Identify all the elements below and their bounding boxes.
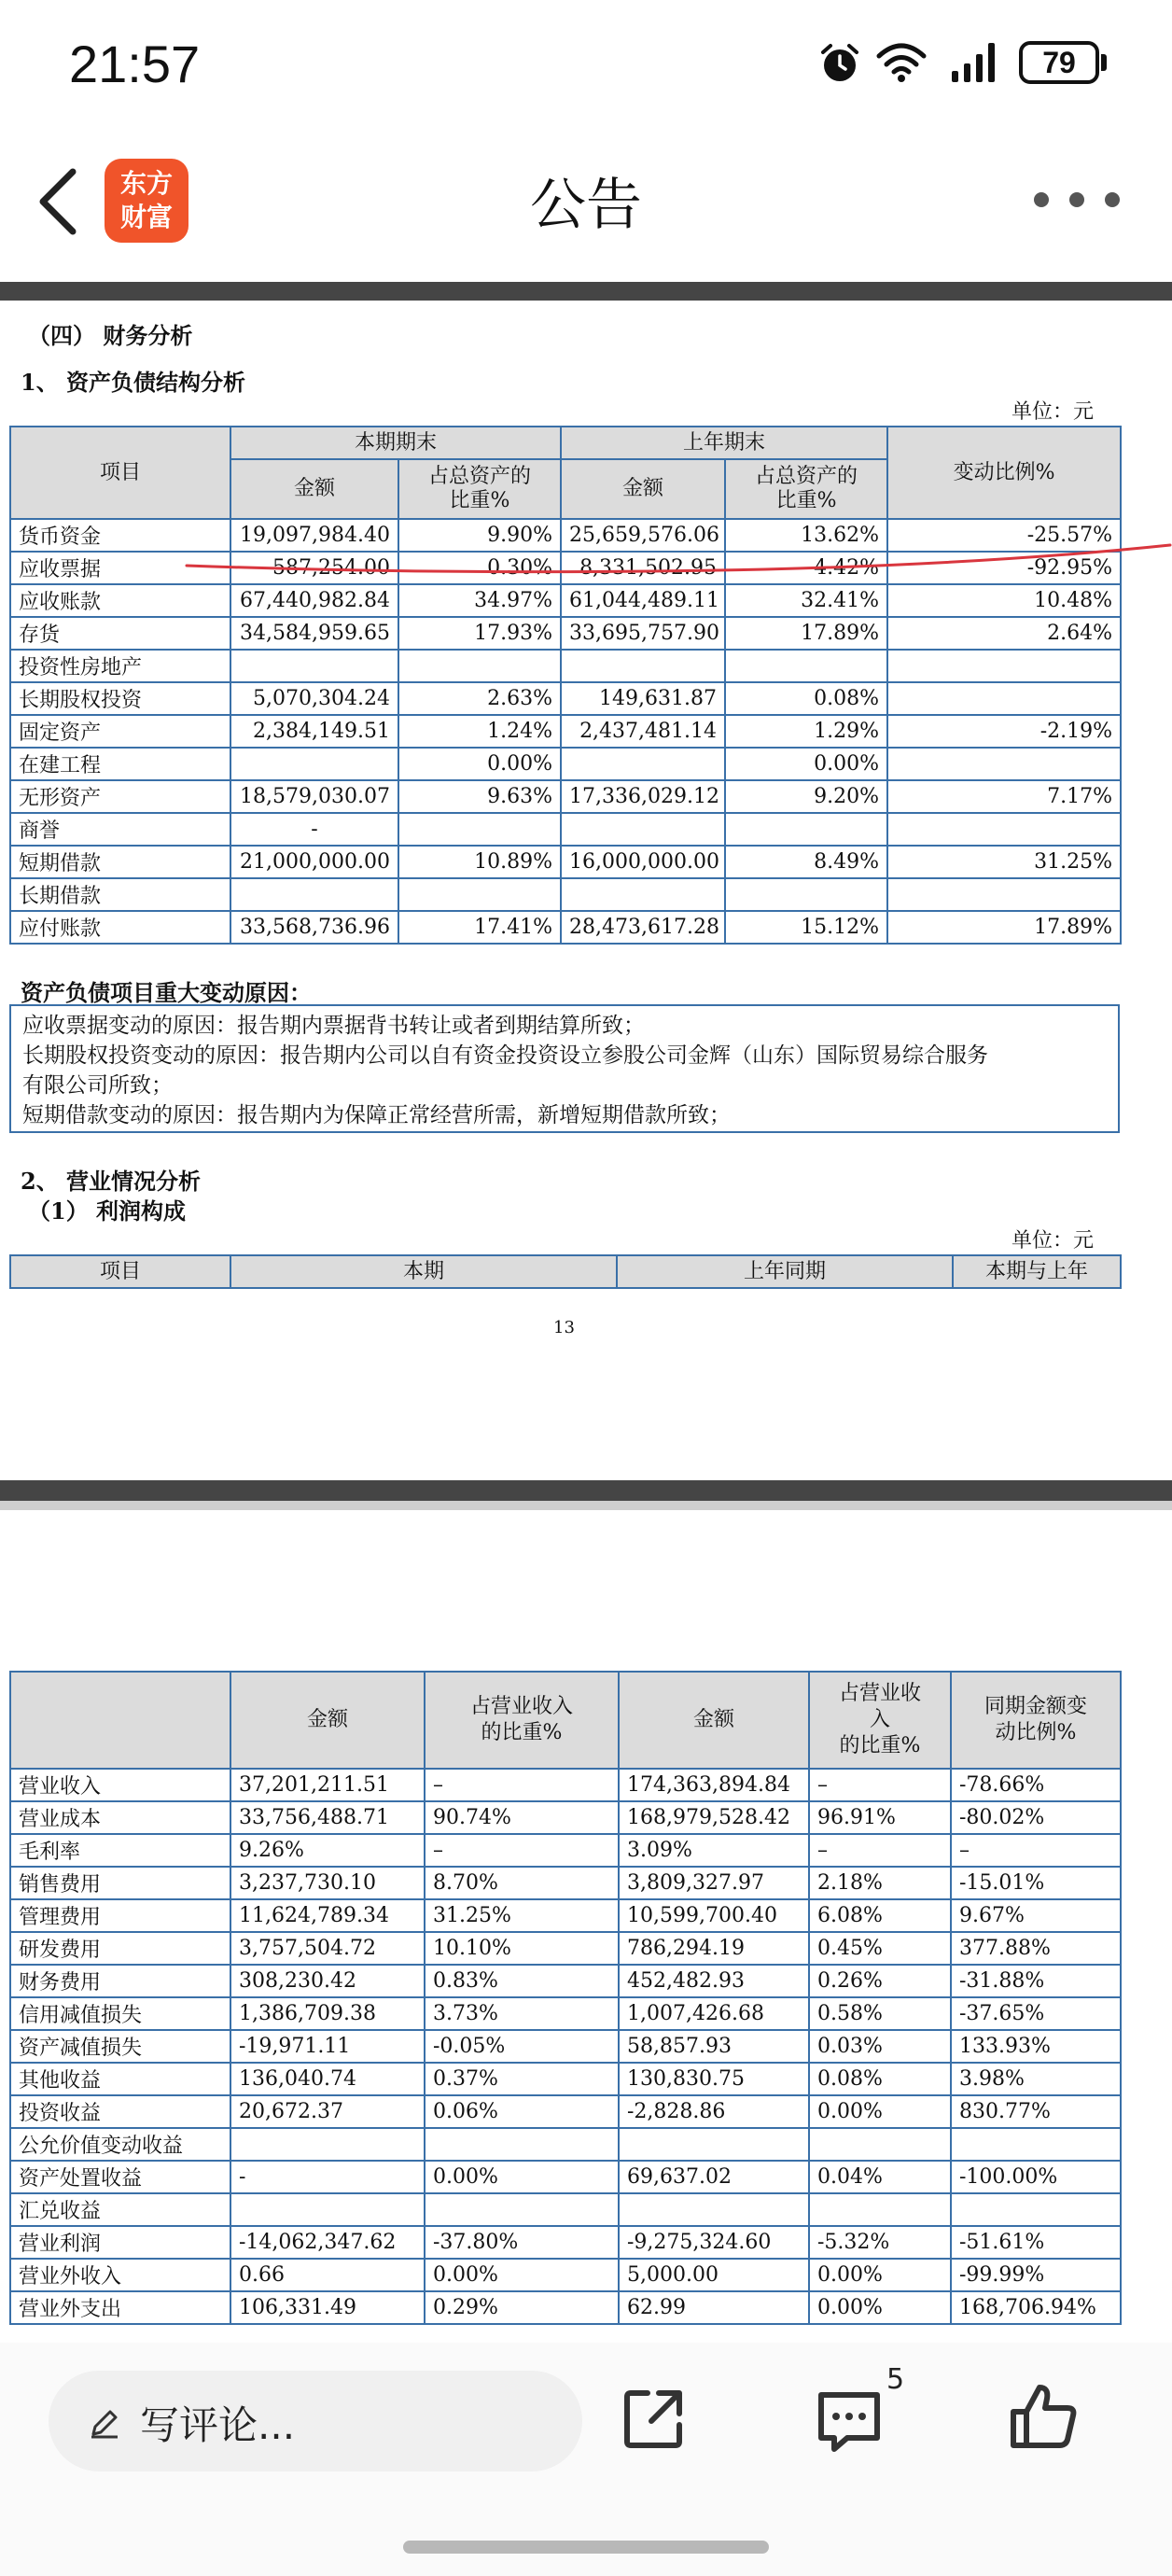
value-cell: -99.99% xyxy=(951,2259,1121,2291)
value-cell: 0.00% xyxy=(725,748,887,780)
value-cell: 37,201,211.51 xyxy=(230,1769,425,1801)
value-cell xyxy=(725,650,887,682)
value-cell: 0.45% xyxy=(809,1932,951,1965)
value-cell xyxy=(619,2128,809,2161)
value-cell: 3,809,327.97 xyxy=(619,1867,809,1899)
balance-row xyxy=(10,846,1121,878)
value-cell: 21,000,000.00 xyxy=(230,846,398,878)
value-cell: 9.67% xyxy=(951,1899,1121,1932)
value-cell xyxy=(230,650,398,682)
row-label-cell: 投资性房地产 xyxy=(10,650,230,682)
value-cell xyxy=(398,878,561,911)
value-cell: 17.93% xyxy=(398,617,561,650)
profit-row xyxy=(10,2161,1121,2193)
value-cell: -51.61% xyxy=(951,2226,1121,2259)
value-cell: 0.03% xyxy=(809,2030,951,2063)
value-cell xyxy=(809,2193,951,2226)
value-cell xyxy=(561,813,725,846)
value-cell: 1.24% xyxy=(398,715,561,748)
value-cell: - xyxy=(230,813,398,846)
value-cell: 17.89% xyxy=(725,617,887,650)
value-cell: 3,237,730.10 xyxy=(230,1867,425,1899)
value-cell: 1.29% xyxy=(725,715,887,748)
balance-row xyxy=(10,715,1121,748)
value-cell: -19,971.11 xyxy=(230,2030,425,2063)
value-cell: 0.37% xyxy=(425,2063,619,2095)
row-label-cell: 在建工程 xyxy=(10,748,230,780)
value-cell: – xyxy=(425,1769,619,1801)
value-cell xyxy=(809,2128,951,2161)
value-cell: 0.00% xyxy=(809,2291,951,2324)
value-cell: 33,568,736.96 xyxy=(230,911,398,944)
profit-row xyxy=(10,1997,1121,2030)
profit-row xyxy=(10,2193,1121,2226)
row-label-cell: 销售费用 xyxy=(10,1867,230,1899)
value-cell: 5,070,304.24 xyxy=(230,682,398,715)
wifi-icon xyxy=(875,39,928,84)
value-cell: 0.00% xyxy=(425,2161,619,2193)
home-indicator[interactable] xyxy=(403,2541,769,2554)
row-label-cell: 资产减值损失 xyxy=(10,2030,230,2063)
profit-col-yoy: 同期金额变 动比例% xyxy=(951,1672,1121,1769)
value-cell: 10.48% xyxy=(887,584,1121,617)
row-label-cell: 长期借款 xyxy=(10,878,230,911)
row-label-cell: 短期借款 xyxy=(10,846,230,878)
value-cell: 67,440,982.84 xyxy=(230,584,398,617)
value-cell: 32.41% xyxy=(725,584,887,617)
profit-row xyxy=(10,1769,1121,1801)
value-cell: 0.00% xyxy=(809,2095,951,2128)
value-cell: – xyxy=(425,1834,619,1867)
value-cell: 33,695,757.90 xyxy=(561,617,725,650)
value-cell: 2,384,149.51 xyxy=(230,715,398,748)
profit-row xyxy=(10,1899,1121,1932)
row-label-cell: 营业成本 xyxy=(10,1801,230,1834)
value-cell xyxy=(561,748,725,780)
value-cell: 0.00% xyxy=(425,2259,619,2291)
header-change-ratio: 变动比例% xyxy=(887,427,1121,519)
value-cell: 3.98% xyxy=(951,2063,1121,2095)
value-cell: 0.06% xyxy=(425,2095,619,2128)
profit-col-amount-prior: 金额 xyxy=(619,1672,809,1769)
comment-count: 5 xyxy=(886,2363,905,2396)
profit-header-item: 项目 xyxy=(10,1255,230,1288)
value-cell: -14,062,347.62 xyxy=(230,2226,425,2259)
row-label-cell: 固定资产 xyxy=(10,715,230,748)
comment-placeholder[interactable]: 写评论... xyxy=(140,2402,296,2448)
profit-col-ratio: 占营业收入 的比重% xyxy=(425,1672,619,1769)
value-cell: 31.25% xyxy=(887,846,1121,878)
value-cell: 9.63% xyxy=(398,780,561,813)
value-cell xyxy=(887,878,1121,911)
header-current-period: 本期期末 xyxy=(230,427,561,459)
value-cell: 174,363,894.84 xyxy=(619,1769,809,1801)
sub-heading-profit: （1） 利润构成 xyxy=(28,1197,187,1225)
value-cell: 34,584,959.65 xyxy=(230,617,398,650)
profit-header-prior: 上年同期 xyxy=(617,1255,953,1288)
profit-row xyxy=(10,2095,1121,2128)
value-cell: 5,000.00 xyxy=(619,2259,809,2291)
value-cell: 61,044,489.11 xyxy=(561,584,725,617)
value-cell xyxy=(398,813,561,846)
value-cell: 8,331,502.95 xyxy=(561,552,725,584)
value-cell xyxy=(887,813,1121,846)
sub-heading-operations: 2、 营业情况分析 xyxy=(21,1168,202,1195)
value-cell: 9.20% xyxy=(725,780,887,813)
balance-row xyxy=(10,682,1121,715)
page-separator xyxy=(0,282,1172,301)
value-cell: 11,624,789.34 xyxy=(230,1899,425,1932)
change-reason-title: 资产负债项目重大变动原因： xyxy=(21,979,312,1006)
value-cell: 0.30% xyxy=(398,552,561,584)
reason-line-3: 有限公司所致； xyxy=(22,1073,173,1098)
page-break-shadow xyxy=(0,1501,1172,1510)
balance-sheet-table xyxy=(9,426,1122,945)
pencil-icon xyxy=(88,2406,121,2440)
profit-row xyxy=(10,1834,1121,1867)
value-cell: 8.70% xyxy=(425,1867,619,1899)
value-cell: -37.80% xyxy=(425,2226,619,2259)
value-cell: 0.08% xyxy=(725,682,887,715)
value-cell: 133.93% xyxy=(951,2030,1121,2063)
value-cell: 136,040.74 xyxy=(230,2063,425,2095)
value-cell: -5.32% xyxy=(809,2226,951,2259)
value-cell: 2.64% xyxy=(887,617,1121,650)
header-item: 项目 xyxy=(10,427,230,519)
value-cell: 0.29% xyxy=(425,2291,619,2324)
value-cell: 4.42% xyxy=(725,552,887,584)
value-cell: -2.19% xyxy=(887,715,1121,748)
value-cell: 28,473,617.28 xyxy=(561,911,725,944)
row-label-cell: 营业外支出 xyxy=(10,2291,230,2324)
value-cell xyxy=(725,813,887,846)
value-cell xyxy=(425,2128,619,2161)
row-label-cell: 应收账款 xyxy=(10,584,230,617)
row-label-cell: 无形资产 xyxy=(10,780,230,813)
comment-input[interactable] xyxy=(49,2371,582,2471)
row-label-cell: 货币资金 xyxy=(10,519,230,552)
profit-col-blank xyxy=(10,1672,230,1769)
battery-level: 79 xyxy=(1042,46,1076,79)
value-cell: - xyxy=(230,2161,425,2193)
profit-table xyxy=(9,1671,1122,2325)
value-cell: 90.74% xyxy=(425,1801,619,1834)
status-time: 21:57 xyxy=(69,35,201,93)
value-cell: 34.97% xyxy=(398,584,561,617)
value-cell: -100.00% xyxy=(951,2161,1121,2193)
value-cell: 452,482.93 xyxy=(619,1965,809,1997)
value-cell: 2.63% xyxy=(398,682,561,715)
value-cell: 2,437,481.14 xyxy=(561,715,725,748)
header-amount: 金额 xyxy=(230,459,398,519)
row-label-cell: 营业外收入 xyxy=(10,2259,230,2291)
value-cell: 3.73% xyxy=(425,1997,619,2030)
profit-row xyxy=(10,2226,1121,2259)
value-cell xyxy=(887,650,1121,682)
value-cell: 17.89% xyxy=(887,911,1121,944)
page-number: 13 xyxy=(553,1318,575,1337)
profit-row xyxy=(10,2259,1121,2291)
value-cell: -25.57% xyxy=(887,519,1121,552)
unit-label: 单位：元 xyxy=(1012,400,1095,424)
row-label-cell: 其他收益 xyxy=(10,2063,230,2095)
value-cell: – xyxy=(809,1834,951,1867)
value-cell: 0.58% xyxy=(809,1997,951,2030)
value-cell xyxy=(230,878,398,911)
value-cell: 58,857.93 xyxy=(619,2030,809,2063)
logo-line-2: 财富 xyxy=(119,202,173,232)
value-cell: 106,331.49 xyxy=(230,2291,425,2324)
profit-row xyxy=(10,2291,1121,2324)
balance-row xyxy=(10,617,1121,650)
value-cell: 10,599,700.40 xyxy=(619,1899,809,1932)
profit-col-ratio-prior: 占营业收 入 的比重% xyxy=(809,1672,951,1769)
value-cell: -9,275,324.60 xyxy=(619,2226,809,2259)
value-cell: 20,672.37 xyxy=(230,2095,425,2128)
value-cell: 0.66 xyxy=(230,2259,425,2291)
value-cell xyxy=(887,748,1121,780)
reason-line-4: 短期借款变动的原因：报告期内为保障正常经营所需，新增短期借款所致； xyxy=(22,1103,731,1127)
value-cell: -2,828.86 xyxy=(619,2095,809,2128)
value-cell: 10.10% xyxy=(425,1932,619,1965)
balance-row xyxy=(10,813,1121,846)
value-cell: 15.12% xyxy=(725,911,887,944)
value-cell: 33,756,488.71 xyxy=(230,1801,425,1834)
battery-icon xyxy=(1019,41,1099,84)
value-cell: – xyxy=(951,1834,1121,1867)
balance-row xyxy=(10,748,1121,780)
row-label-cell: 财务费用 xyxy=(10,1965,230,1997)
value-cell xyxy=(230,2128,425,2161)
profit-row xyxy=(10,1801,1121,1834)
value-cell: 10.89% xyxy=(398,846,561,878)
reason-line-2: 长期股权投资变动的原因：报告期内公司以自有资金投资设立参股公司金辉（山东）国际贸易综合服务 xyxy=(22,1043,988,1068)
value-cell: 830.77% xyxy=(951,2095,1121,2128)
value-cell: 8.49% xyxy=(725,846,887,878)
profit-header-table xyxy=(9,1254,1122,1289)
like-icon[interactable] xyxy=(1006,2380,1081,2455)
header-prior-period: 上年期末 xyxy=(561,427,887,459)
value-cell: 2.18% xyxy=(809,1867,951,1899)
value-cell: 786,294.19 xyxy=(619,1932,809,1965)
value-cell xyxy=(425,2193,619,2226)
sub-heading-balance: 1、 资产负债结构分析 xyxy=(21,369,246,396)
value-cell: 3,757,504.72 xyxy=(230,1932,425,1965)
value-cell: 0.00% xyxy=(398,748,561,780)
value-cell: -78.66% xyxy=(951,1769,1121,1801)
value-cell: 9.90% xyxy=(398,519,561,552)
row-label-cell: 资产处置收益 xyxy=(10,2161,230,2193)
value-cell: 31.25% xyxy=(425,1899,619,1932)
row-label-cell: 应收票据 xyxy=(10,552,230,584)
comment-icon[interactable] xyxy=(814,2386,885,2457)
reason-line-1: 应收票据变动的原因：报告期内票据背书转让或者到期结算所致； xyxy=(22,1014,645,1038)
profit-col-amount: 金额 xyxy=(230,1672,425,1769)
value-cell: 6.08% xyxy=(809,1899,951,1932)
page-title: 公告 xyxy=(530,173,642,238)
profit-row xyxy=(10,1965,1121,1997)
profit-row xyxy=(10,1867,1121,1899)
profit-header-compare: 本期与上年 xyxy=(953,1255,1121,1288)
value-cell: -92.95% xyxy=(887,552,1121,584)
balance-row xyxy=(10,911,1121,944)
value-cell: 3.09% xyxy=(619,1834,809,1867)
value-cell: 16,000,000.00 xyxy=(561,846,725,878)
value-cell: 17.41% xyxy=(398,911,561,944)
value-cell: 69,637.02 xyxy=(619,2161,809,2193)
row-label-cell: 应付账款 xyxy=(10,911,230,944)
row-label-cell: 营业利润 xyxy=(10,2226,230,2259)
value-cell xyxy=(619,2193,809,2226)
value-cell: 0.08% xyxy=(809,2063,951,2095)
logo-line-1: 东方 xyxy=(119,168,173,199)
header-ratio-assets: 占总资产的 比重% xyxy=(398,459,561,519)
row-label-cell: 公允价值变动收益 xyxy=(10,2128,230,2161)
value-cell: 19,097,984.40 xyxy=(230,519,398,552)
value-cell: 0.83% xyxy=(425,1965,619,1997)
page-break-dark xyxy=(0,1480,1172,1501)
value-cell: 168,706.94% xyxy=(951,2291,1121,2324)
value-cell xyxy=(561,878,725,911)
value-cell: 62.99 xyxy=(619,2291,809,2324)
signal-icon xyxy=(950,41,1002,84)
value-cell: 0.04% xyxy=(809,2161,951,2193)
value-cell xyxy=(398,650,561,682)
value-cell: 587,254.00 xyxy=(230,552,398,584)
value-cell: 17,336,029.12 xyxy=(561,780,725,813)
more-options-icon[interactable] xyxy=(1030,189,1123,211)
row-label-cell: 研发费用 xyxy=(10,1932,230,1965)
value-cell: – xyxy=(809,1769,951,1801)
value-cell: 0.00% xyxy=(809,2259,951,2291)
value-cell: 168,979,528.42 xyxy=(619,1801,809,1834)
value-cell: 377.88% xyxy=(951,1932,1121,1965)
value-cell xyxy=(561,650,725,682)
unit-label-2: 单位：元 xyxy=(1012,1229,1095,1253)
value-cell xyxy=(725,878,887,911)
value-cell: 149,631.87 xyxy=(561,682,725,715)
row-label-cell: 商誉 xyxy=(10,813,230,846)
value-cell: 25,659,576.06 xyxy=(561,519,725,552)
value-cell xyxy=(951,2193,1121,2226)
red-annotation-stroke xyxy=(0,532,1172,597)
profit-row xyxy=(10,2030,1121,2063)
change-reason-box xyxy=(9,1004,1120,1133)
alarm-icon xyxy=(817,41,862,86)
value-cell: -31.88% xyxy=(951,1965,1121,1997)
row-label-cell: 投资收益 xyxy=(10,2095,230,2128)
profit-row xyxy=(10,2063,1121,2095)
balance-row xyxy=(10,878,1121,911)
value-cell xyxy=(230,2193,425,2226)
row-label-cell: 存货 xyxy=(10,617,230,650)
value-cell: 96.91% xyxy=(809,1801,951,1834)
value-cell xyxy=(230,748,398,780)
value-cell xyxy=(887,682,1121,715)
row-label-cell: 管理费用 xyxy=(10,1899,230,1932)
value-cell: 308,230.42 xyxy=(230,1965,425,1997)
value-cell: 9.26% xyxy=(230,1834,425,1867)
row-label-cell: 汇兑收益 xyxy=(10,2193,230,2226)
value-cell: -0.05% xyxy=(425,2030,619,2063)
value-cell xyxy=(951,2128,1121,2161)
share-icon[interactable] xyxy=(620,2386,687,2453)
value-cell: 13.62% xyxy=(725,519,887,552)
section-heading: （四） 财务分析 xyxy=(28,322,193,349)
profit-row xyxy=(10,2128,1121,2161)
header-amount-prior: 金额 xyxy=(561,459,725,519)
row-label-cell: 毛利率 xyxy=(10,1834,230,1867)
value-cell: 0.26% xyxy=(809,1965,951,1997)
value-cell: -15.01% xyxy=(951,1867,1121,1899)
balance-row xyxy=(10,780,1121,813)
row-label-cell: 长期股权投资 xyxy=(10,682,230,715)
row-label-cell: 营业收入 xyxy=(10,1769,230,1801)
value-cell: 130,830.75 xyxy=(619,2063,809,2095)
value-cell: 18,579,030.07 xyxy=(230,780,398,813)
row-label-cell: 信用减值损失 xyxy=(10,1997,230,2030)
profit-header-current: 本期 xyxy=(230,1255,617,1288)
value-cell: -80.02% xyxy=(951,1801,1121,1834)
balance-row xyxy=(10,650,1121,682)
value-cell: 7.17% xyxy=(887,780,1121,813)
value-cell: 1,007,426.68 xyxy=(619,1997,809,2030)
header-ratio-assets-prior: 占总资产的 比重% xyxy=(725,459,887,519)
battery-tip xyxy=(1101,54,1107,71)
value-cell: -37.65% xyxy=(951,1997,1121,2030)
value-cell: 1,386,709.38 xyxy=(230,1997,425,2030)
profit-row xyxy=(10,1932,1121,1965)
